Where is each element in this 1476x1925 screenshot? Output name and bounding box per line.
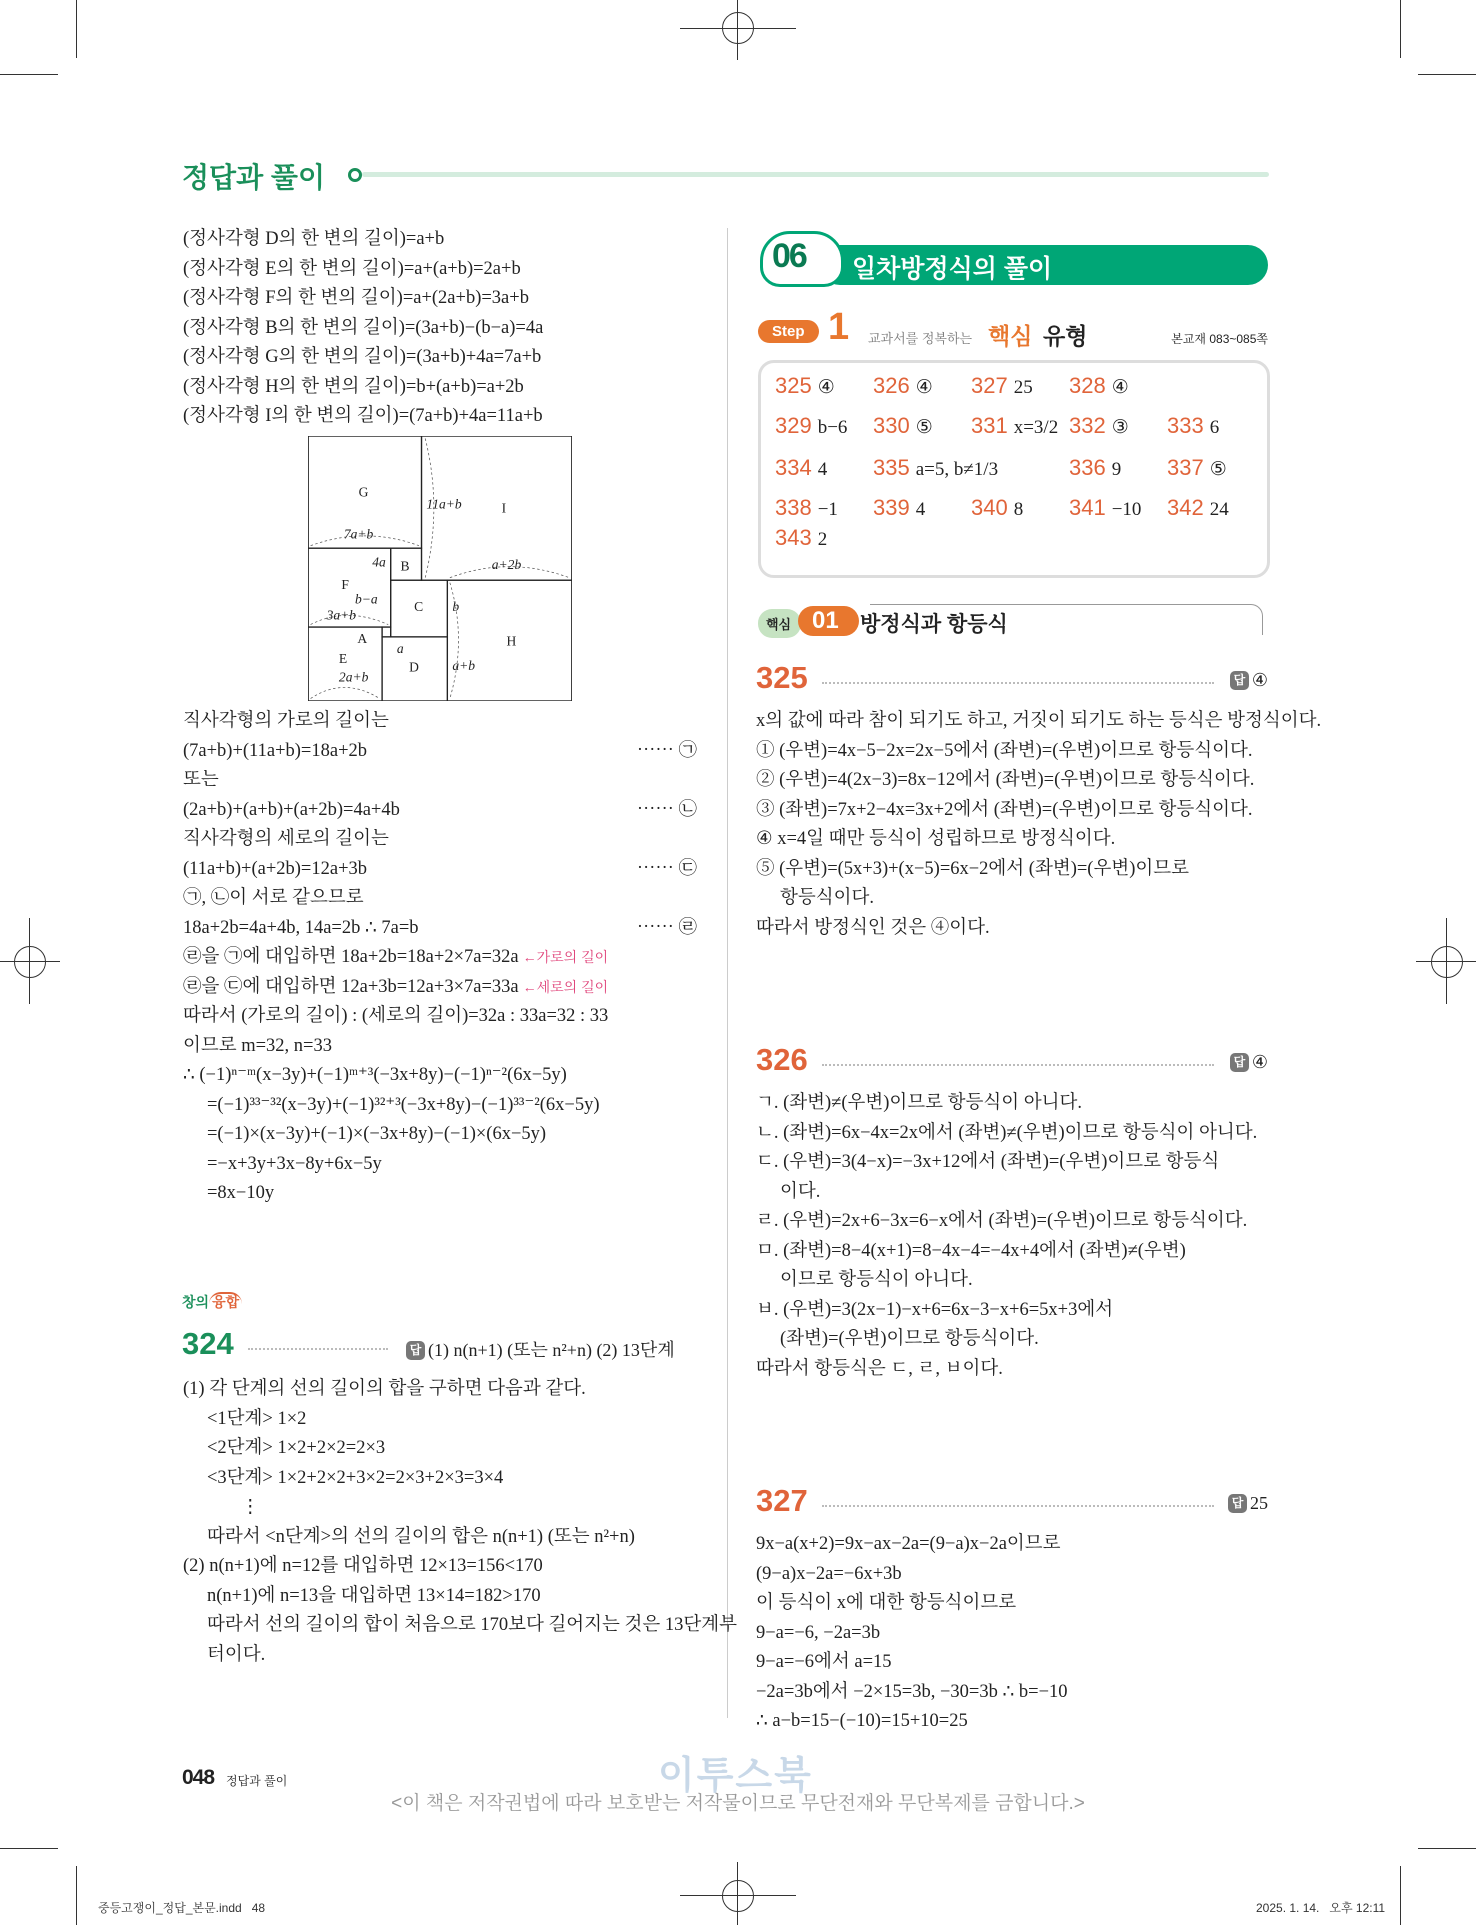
answer-item [971, 373, 1033, 399]
line-text: (정사각형 E의 한 변의 길이)=a+(a+b)=2a+b [183, 258, 521, 279]
text-line [756, 1148, 1268, 1178]
answer-324 [406, 1336, 675, 1362]
answer-item-value: 4 [915, 499, 926, 520]
page-label: 정답과 풀이 [226, 1774, 288, 1788]
page-reference: 본교재 083~085쪽 [1171, 332, 1268, 346]
text-line [183, 796, 697, 826]
line-text: 9x−a(x+2)=9x−ax−2a=(9−a)x−2a이므로 [756, 1534, 1061, 1554]
line-text: ㉣을 ㉠에 대입하면 18a+2b=18a+2×7a=32a [183, 947, 519, 967]
core-title: 방정식과 항등식 [860, 613, 1008, 636]
answer-item-number: 342 [1167, 495, 1204, 520]
answer-item-number: 338 [775, 495, 812, 520]
text-line [183, 1120, 697, 1150]
text-line [756, 1589, 1268, 1619]
line-text: 이므로 m=32, n=33 [183, 1035, 332, 1056]
answer-badge-icon: 답 [1230, 671, 1249, 690]
text-line [756, 796, 1268, 826]
text-line [183, 1611, 738, 1641]
answer-text: 25 [1250, 1493, 1268, 1513]
text-line [183, 255, 697, 285]
margin-note: ←가로의 길이 [522, 949, 609, 965]
answer-item-number: 335 [873, 455, 910, 480]
line-text: <2단계> 1×2+2×2=2×3 [207, 1438, 386, 1458]
answer-item [775, 413, 847, 439]
text-line [183, 314, 697, 344]
line-text: (9−a)x−2a=−6x+3b [756, 1563, 902, 1584]
registration-mark [1446, 918, 1447, 1004]
answer-item-number: 332 [1069, 413, 1106, 438]
line-text: 따라서 항등식은 ㄷ, ㄹ, ㅂ이다. [756, 1358, 1003, 1379]
answer-item-number: 330 [873, 413, 910, 438]
label-c-side: b [452, 599, 460, 615]
label-a-side: a [396, 640, 404, 656]
problem-325-lines [756, 707, 1322, 943]
text-line [183, 707, 697, 737]
line-text: ㉠, ㉡이 서로 같으므로 [183, 888, 364, 908]
text-line [756, 1560, 1268, 1590]
line-text: =−x+3y+3x−8y+6x−5y [207, 1153, 382, 1174]
line-text: (7a+b)+(11a+b)=18a+2b [183, 740, 368, 761]
text-line [183, 1464, 697, 1494]
problem-number-324: 324 [182, 1326, 234, 1361]
line-text: (정사각형 G의 한 변의 길이)=(3a+b)+4a=7a+b [183, 347, 542, 367]
answer-item [873, 413, 933, 439]
core-header-rule [870, 604, 1263, 635]
answer-item-number: 326 [873, 373, 910, 398]
line-text: 직사각형의 가로의 길이는 [183, 711, 389, 731]
line-text: 따라서 (가로의 길이) : (세로의 길이)=32a : 33a=32 : 33 [183, 1006, 609, 1026]
text-line [756, 1355, 1268, 1385]
answer-327 [1228, 1493, 1268, 1514]
text-line [183, 1405, 697, 1435]
answer-item-value: −1 [817, 499, 838, 520]
text-line [183, 373, 697, 403]
line-text: ⑤ (우변)=(5x+3)+(x−5)=6x−2에서 (좌변)=(우변)이므로 [756, 858, 1189, 879]
problem-326-lines [756, 1089, 1268, 1384]
slug-date: 2025. 1. 14. 오후 12:11 [1256, 1901, 1386, 1915]
registration-mark [29, 918, 30, 1004]
creative-badge-b: 융합 [209, 1292, 242, 1310]
answer-item [1167, 413, 1219, 439]
crop-mark [76, 0, 77, 58]
text-line [756, 884, 1268, 914]
text-line [183, 1002, 697, 1032]
crop-mark [1400, 1866, 1401, 1925]
text-line [183, 225, 697, 255]
line-text: ㄹ. (우변)=2x+6−3x=6−x에서 (좌변)=(우변)이므로 항등식이다. [756, 1211, 1248, 1231]
label-g-side: 7a+b [343, 526, 374, 542]
answer-item [775, 455, 827, 481]
answer-item [971, 495, 1023, 521]
line-text: n(n+1)에 n=13을 대입하면 13×14=182>170 [207, 1585, 541, 1606]
line-text: (2a+b)+(a+b)+(a+2b)=4a+4b [183, 799, 400, 820]
line-text: x의 값에 따라 참이 되기도 하고, 거짓이 되기도 하는 등식은 방정식이다. [756, 711, 1322, 731]
line-text: (1) 각 단계의 선의 길이의 합을 구하면 다음과 같다. [183, 1379, 586, 1399]
text-line [756, 737, 1268, 767]
registration-mark [14, 946, 46, 978]
registration-mark [737, 1862, 738, 1925]
text-line [756, 914, 1268, 944]
answer-item-value: −10 [1111, 499, 1142, 520]
label-e: E [338, 650, 348, 666]
text-line [183, 825, 697, 855]
watermark-logo: 이투스북 [658, 1755, 813, 1797]
header-dot-icon [348, 168, 362, 182]
text-line [756, 1707, 1268, 1737]
line-text: 9−a=−6에서 a=15 [756, 1652, 892, 1672]
line-text: 따라서 <n단계>의 선의 길이의 합은 n(n+1) (또는 n²+n) [207, 1526, 635, 1547]
answer-item-value: ④ [1111, 377, 1129, 398]
text-line [183, 1150, 697, 1180]
core-number: 01 [798, 606, 859, 636]
text-line [183, 1179, 697, 1209]
line-text: =(−1)³³⁻³²(x−3y)+(−1)³²⁺³(−3x+8y)−(−1)³³⁻²(6x−5y) [207, 1094, 600, 1115]
crop-mark [0, 74, 58, 75]
equation-marker: ⋯⋯ ㉠ [636, 740, 697, 761]
answer-item-value: ④ [915, 377, 933, 398]
square-a [382, 627, 391, 637]
problem-number-327: 327 [756, 1483, 808, 1518]
text-line [183, 1493, 697, 1523]
label-g: G [358, 484, 369, 500]
line-text: ㄷ. (우변)=3(4−x)=−3x+12에서 (좌변)=(우변)이므로 항등식 [756, 1152, 1220, 1172]
answer-item-number: 327 [971, 373, 1008, 398]
step-number: 1 [828, 306, 850, 348]
text-line [183, 766, 697, 796]
answer-item-number: 329 [775, 413, 812, 438]
text-line [756, 1089, 1268, 1119]
answer-item [1167, 495, 1229, 521]
label-b-side: 4a [372, 554, 386, 570]
leader-dots [248, 1348, 388, 1350]
text-line [756, 855, 1268, 885]
text-line [183, 1523, 697, 1553]
crop-mark [76, 1866, 77, 1925]
label-d-side: a+b [452, 658, 476, 674]
text-line [183, 1552, 697, 1582]
step-type: 유형 [1043, 323, 1088, 349]
text-line [183, 402, 697, 432]
line-text: ㅁ. (좌변)=8−4(x+1)=8−4x−4=−4x+4에서 (좌변)≠(우변) [756, 1240, 1186, 1261]
registration-mark [737, 0, 738, 60]
text-line [183, 914, 697, 944]
line-text: 따라서 방정식인 것은 ④이다. [756, 917, 990, 938]
line-text: <3단계> 1×2+2×2+3×2=2×3+2×3=3×4 [207, 1467, 504, 1488]
label-h-side: a+2b [491, 557, 522, 573]
answer-badge-icon: 답 [406, 1341, 425, 1360]
answer-item [873, 455, 998, 481]
text-line [756, 1296, 1268, 1326]
text-line [183, 1641, 697, 1671]
line-text: (좌변)=(우변)이므로 항등식이다. [780, 1329, 1039, 1349]
line-text: 9−a=−6, −2a=3b [756, 1622, 881, 1643]
leader-dots [822, 1064, 1214, 1066]
chapter-banner [760, 237, 1268, 285]
line-text: (정사각형 I의 한 변의 길이)=(7a+b)+4a=11a+b [183, 406, 543, 426]
answer-item-value: ④ [817, 377, 835, 398]
registration-mark [1431, 946, 1463, 978]
answer-item-value: a=5, b≠1/3 [915, 459, 999, 480]
equation-marker: ⋯⋯ ㉢ [636, 858, 697, 879]
line-text: (2) n(n+1)에 n=12를 대입하면 12×13=156<170 [183, 1556, 543, 1576]
registration-mark [680, 28, 796, 29]
line-text: 18a+2b=4a+4b, 14a=2b ∴ 7a=b [183, 917, 419, 938]
answer-325 [1230, 670, 1268, 691]
text-line [183, 737, 697, 767]
margin-note: ←세로의 길이 [522, 978, 609, 995]
answer-item-value: 2 [817, 529, 828, 550]
answer-324-text: (1) n(n+1) (또는 n²+n) (2) 13단계 [428, 1340, 675, 1360]
label-h: H [506, 633, 517, 649]
line-text: 이므로 항등식이 아니다. [780, 1270, 973, 1290]
answer-text: ④ [1251, 1052, 1268, 1072]
line-text: ④ x=4일 때만 등식이 성립하므로 방정식이다. [756, 829, 1116, 849]
line-text: ㅂ. (우변)=3(2x−1)−x+6=6x−3−x+6=5x+3에서 [756, 1299, 1114, 1320]
answer-item-number: 337 [1167, 455, 1204, 480]
registration-mark [722, 1880, 754, 1912]
text-line [756, 1178, 1268, 1208]
line-text: 또는 [183, 770, 219, 790]
step-key: 핵심 [988, 323, 1033, 349]
equation-marker: ⋯⋯ ㉡ [636, 799, 697, 820]
text-line [183, 1582, 697, 1612]
chapter-number: 06 [772, 237, 806, 275]
step-header [758, 306, 1268, 350]
answer-item-value: ③ [1111, 417, 1129, 438]
line-text: 이 등식이 x에 대한 항등식이므로 [756, 1593, 1017, 1613]
answer-item-value: ⑤ [1209, 459, 1227, 480]
text-line [183, 1061, 697, 1091]
problem-number-325: 325 [756, 660, 808, 695]
answer-item-number: 331 [971, 413, 1008, 438]
answer-item [873, 495, 925, 521]
answer-item-value: 25 [1013, 377, 1033, 398]
text-line [183, 943, 697, 973]
text-line [183, 884, 697, 914]
line-text: 터이다. [207, 1644, 266, 1665]
answer-item-value: 6 [1209, 417, 1220, 438]
answer-item-value: b−6 [817, 417, 848, 438]
answer-item [1069, 413, 1129, 439]
line-text: ㄴ. (좌변)=6x−4x=2x에서 (좌변)≠(우변)이므로 항등식이 아니다. [756, 1122, 1258, 1143]
line-text: ∴ a−b=15−(−10)=15+10=25 [756, 1711, 968, 1731]
crop-mark [1400, 0, 1401, 58]
label-a: A [357, 631, 368, 647]
answer-item-value: 24 [1209, 499, 1229, 520]
answer-item-number: 339 [873, 495, 910, 520]
text-line [756, 825, 1268, 855]
answer-item-number: 340 [971, 495, 1008, 520]
line-text: (정사각형 F의 한 변의 길이)=a+(2a+b)=3a+b [183, 288, 529, 308]
label-e-side: 2a+b [338, 669, 369, 685]
text-line [756, 766, 1268, 796]
line-text: ∴ (−1)ⁿ⁻ᵐ(x−3y)+(−1)ᵐ⁺³(−3x+8y)−(−1)ⁿ⁻²(6x−5y) [183, 1065, 567, 1085]
registration-mark [680, 1895, 796, 1896]
answer-item-value: ⑤ [915, 417, 933, 438]
step-badge: Step [758, 320, 819, 343]
answer-item-number: 325 [775, 373, 812, 398]
text-line [756, 1119, 1268, 1149]
label-i: I [501, 500, 507, 516]
answer-item-number: 336 [1069, 455, 1106, 480]
text-line [756, 1648, 1268, 1678]
column-divider [727, 228, 728, 1718]
equation-marker: ⋯⋯ ㉣ [636, 917, 697, 938]
line-text: ㉣을 ㉢에 대입하면 12a+3b=12a+3×7a=33a [183, 976, 519, 997]
text-line [183, 1375, 697, 1405]
answer-item [775, 525, 827, 551]
crop-mark [1418, 74, 1476, 75]
page-number: 048 [182, 1766, 215, 1789]
text-line [756, 1237, 1268, 1267]
label-d: D [409, 659, 419, 675]
answer-badge-icon: 답 [1228, 1494, 1247, 1513]
answer-badge-icon: 답 [1230, 1053, 1249, 1072]
text-line [756, 1266, 1268, 1296]
problem-327-lines [756, 1530, 1268, 1737]
problem-number-326: 326 [756, 1042, 808, 1077]
core-header [758, 604, 1268, 640]
line-text: ⋮ [241, 1497, 260, 1517]
registration-mark [0, 961, 60, 962]
answer-item-number: 343 [775, 525, 812, 550]
core-badge: 핵심 [758, 609, 801, 638]
answer-item [775, 495, 838, 521]
left-intro-lines [183, 225, 697, 432]
quick-answer-box [758, 360, 1270, 578]
slug-file: 중등고쟁이_정답_본문.indd 48 [98, 1901, 266, 1915]
text-line [756, 1325, 1268, 1355]
text-line [183, 1434, 697, 1464]
text-line [183, 973, 697, 1003]
page-header-title: 정답과 풀이 [182, 162, 326, 193]
answer-item-number: 328 [1069, 373, 1106, 398]
text-line [756, 1530, 1268, 1560]
answer-item [971, 413, 1058, 439]
label-c: C [414, 599, 424, 615]
left-solution-lines [183, 707, 697, 1209]
copyright-notice: <이 책은 저작권법에 따라 보호받는 저작물이므로 무단전재와 무단복제를 금합니다.> [391, 1793, 1085, 1814]
header-rule [362, 172, 1269, 177]
text-line [183, 1032, 697, 1062]
text-line [756, 1207, 1268, 1237]
leader-dots [822, 1505, 1214, 1507]
problem-324-lines [183, 1375, 738, 1670]
line-text: ③ (좌변)=7x+2−4x=3x+2에서 (좌변)=(우변)이므로 항등식이다. [756, 799, 1253, 820]
line-text: <1단계> 1×2 [207, 1408, 307, 1429]
answer-item-number: 333 [1167, 413, 1204, 438]
answer-item [1069, 455, 1121, 481]
crop-mark [0, 1848, 58, 1849]
line-text: 따라서 선의 길이의 합이 처음으로 170보다 길어지는 것은 13단계부 [207, 1615, 738, 1635]
answer-item-value: x=3/2 [1013, 417, 1059, 438]
answer-item [775, 373, 835, 399]
squares-diagram [308, 436, 572, 701]
step-subtitle: 교과서를 정복하는 [868, 331, 973, 346]
creative-badge [182, 1292, 242, 1312]
answer-item-value: 9 [1111, 459, 1122, 480]
line-text: (정사각형 B의 한 변의 길이)=(3a+b)−(b−a)=4a [183, 317, 544, 338]
line-text: (11a+b)+(a+2b)=12a+3b [183, 858, 368, 879]
leader-dots [822, 682, 1214, 684]
label-f: F [341, 576, 349, 592]
answer-item-number: 334 [775, 455, 812, 480]
text-line [756, 707, 1322, 737]
answer-item-value: 4 [817, 459, 828, 480]
line-text: (정사각형 D의 한 변의 길이)=a+b [183, 229, 445, 249]
line-text: −2a=3b에서 −2×15=3b, −30=3b ∴ b=−10 [756, 1681, 1068, 1702]
text-line [756, 1678, 1268, 1708]
label-f-side: 3a+b [326, 607, 357, 623]
chapter-title: 일차방정식의 풀이 [852, 255, 1053, 283]
text-line [756, 1619, 1268, 1649]
answer-item-number: 341 [1069, 495, 1106, 520]
label-f-minus: b−a [354, 591, 378, 607]
line-text: =8x−10y [207, 1183, 275, 1203]
answer-item-value: 8 [1013, 499, 1024, 520]
line-text: ㄱ. (좌변)≠(우변)이므로 항등식이 아니다. [756, 1093, 1082, 1113]
crop-mark [1418, 1848, 1476, 1849]
text-line [183, 1091, 697, 1121]
text-line [183, 284, 697, 314]
answer-item [873, 373, 933, 399]
answer-item [1069, 373, 1129, 399]
label-i-side: 11a+b [426, 496, 462, 512]
answer-text: ④ [1251, 670, 1268, 690]
answer-326 [1230, 1052, 1268, 1073]
line-text: 항등식이다. [780, 888, 874, 908]
answer-item [1069, 495, 1141, 521]
line-text: (정사각형 H의 한 변의 길이)=b+(a+b)=a+2b [183, 376, 524, 397]
line-text: 직사각형의 세로의 길이는 [183, 829, 389, 849]
line-text: ① (우변)=4x−5−2x=2x−5에서 (좌변)=(우변)이므로 항등식이다. [756, 740, 1253, 761]
line-text: ② (우변)=4(2x−3)=8x−12에서 (좌변)=(우변)이므로 항등식이다. [756, 770, 1255, 790]
answer-item [1167, 455, 1227, 481]
line-text: =(−1)×(x−3y)+(−1)×(−3x+8y)−(−1)×(6x−5y) [207, 1124, 547, 1144]
text-line [183, 855, 697, 885]
line-text: 이다. [780, 1181, 821, 1202]
creative-badge-a: 창의 [182, 1294, 210, 1310]
label-b: B [400, 558, 410, 574]
text-line [183, 343, 697, 373]
